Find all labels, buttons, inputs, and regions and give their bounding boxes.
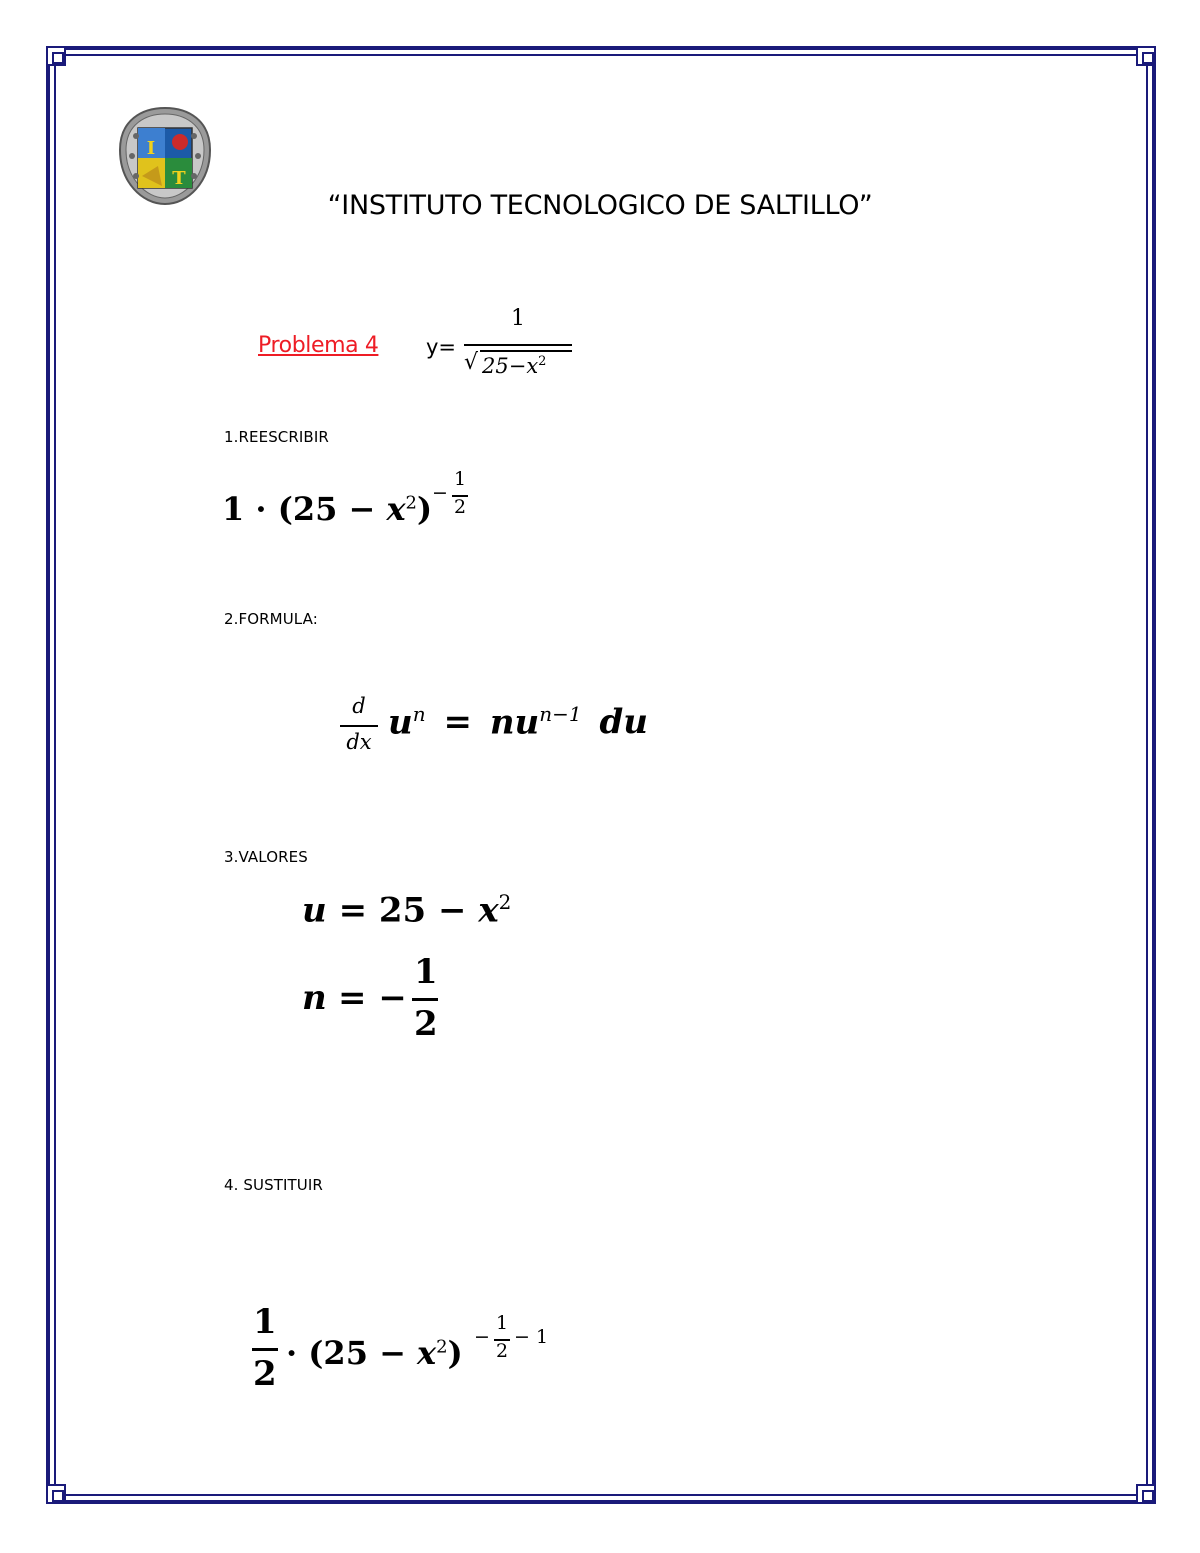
radicand: $25-x^2$ [482,354,547,378]
radical-overline [480,350,572,352]
problem-numerator: 1 [511,306,525,331]
step-label: 2.FORMULA: [224,610,318,628]
step-label: 3.VALORES [224,848,308,866]
problem-fraction [462,306,574,386]
step1-expression: $1 \cdot (25 - x^2)$ [222,490,433,528]
border-corner-ornament [46,46,66,66]
crest-letter: T [172,168,186,189]
step4-expression: · $(25 - x^2)$ [286,1334,463,1372]
step-label: 4. SUSTITUIR [224,1176,323,1194]
problem-label: Problema 4 [258,333,379,358]
step1-exponent: − 1 2 [432,468,467,518]
derivative-operator: d dx [338,694,380,768]
step4-exponent: − 1 2 − 1 [474,1312,549,1362]
radical-sign: √ [464,350,479,375]
fraction-bar [252,1348,278,1351]
border-corner-ornament [1136,1484,1156,1504]
step4-fraction: 1 2 [253,1302,277,1394]
border-corner-ornament [46,1484,66,1504]
step-label: 1.REESCRIBIR [224,428,329,446]
formula-expression: $u^n = nu^{n-1}$ du [388,702,648,743]
page-border [46,46,1156,1504]
n-definition: n = − 1 2 [302,952,438,1044]
border-corner-ornament [1136,46,1156,66]
y-prefix: y= [426,335,457,359]
page-title: “INSTITUTO TECNOLOGICO DE SALTILLO” [327,190,873,221]
fraction-bar [412,998,438,1001]
u-definition: $u = 25 - x^2$ [302,890,512,931]
crest-letter: I [146,138,156,159]
fraction-bar [340,725,378,727]
fraction-bar [464,344,572,346]
